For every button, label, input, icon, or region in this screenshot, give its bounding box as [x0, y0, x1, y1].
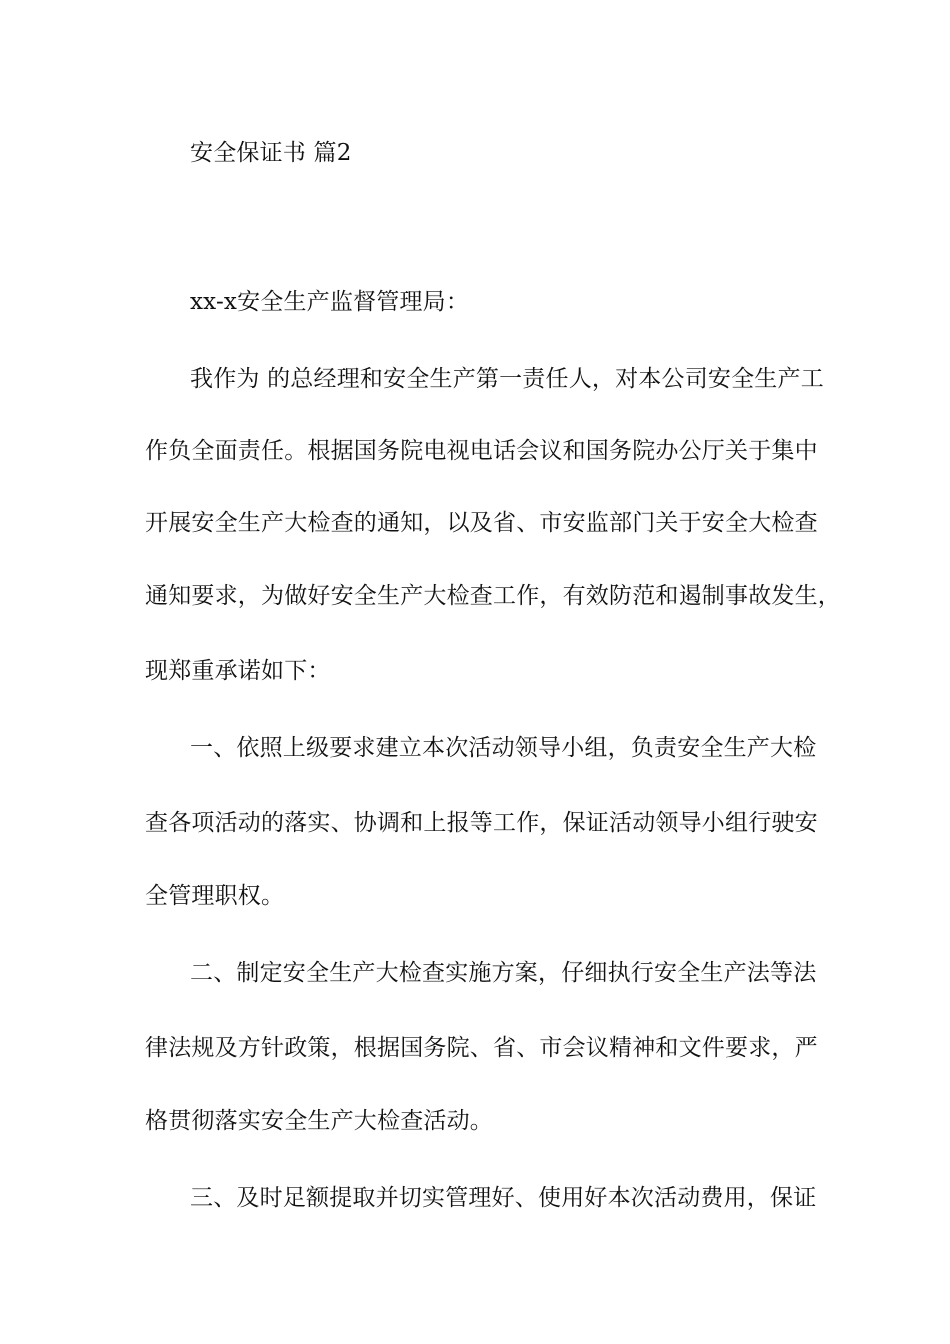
paragraph-line: 一、依照上级要求建立本次活动领导小组，负责安全生产大检: [190, 735, 817, 761]
paragraph-line: 律法规及方针政策，根据国务院、省、市会议精神和文件要求，严: [145, 1035, 818, 1061]
salutation: xx-x安全生产监督管理局：: [190, 289, 470, 315]
paragraph-line: 现郑重承诺如下：: [145, 658, 331, 684]
paragraph-line: 三、及时足额提取并切实管理好、使用好本次活动费用，保证: [190, 1185, 817, 1211]
paragraph-line: 我作为 的总经理和安全生产第一责任人，对本公司安全生产工: [190, 366, 824, 392]
paragraph-line: 开展安全生产大检查的通知，以及省、市安监部门关于安全大检查: [145, 510, 818, 536]
paragraph-line: 通知要求，为做好安全生产大检查工作，有效防范和遏制事故发生，: [145, 583, 841, 609]
paragraph-line: 格贯彻落实安全生产大检查活动。: [145, 1108, 493, 1134]
document-title: 安全保证书 篇2: [190, 140, 352, 166]
paragraph-line: 全管理职权。: [145, 883, 285, 909]
paragraph-line: 二、制定安全生产大检查实施方案，仔细执行安全生产法等法: [190, 960, 817, 986]
paragraph-line: 查各项活动的落实、协调和上报等工作，保证活动领导小组行驶安: [145, 810, 818, 836]
paragraph-line: 作负全面责任。根据国务院电视电话会议和国务院办公厅关于集中: [145, 438, 818, 464]
